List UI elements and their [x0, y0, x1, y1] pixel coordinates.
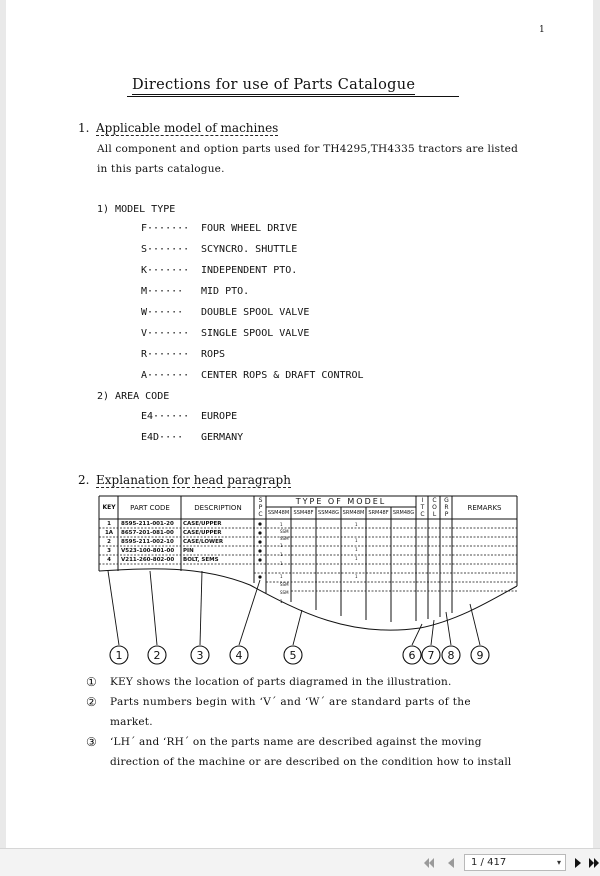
table-break-curve: [99, 569, 517, 630]
svg-text:1: 1: [280, 543, 283, 548]
model-text-k: INDEPENDENT PTO.: [201, 265, 298, 276]
note-2-line2: market.: [110, 716, 153, 728]
callout-label-7: 7: [427, 649, 435, 662]
svg-text:1: 1: [355, 522, 358, 527]
svg-text:1: 1: [355, 538, 358, 543]
section1-intro-line1: All component and option parts used for TH4295,TH4335 tractors are listed: [97, 143, 518, 155]
callout-label-9: 9: [476, 649, 484, 662]
svg-text:1: 1: [355, 556, 358, 561]
area-code-e4: E4······: [141, 411, 190, 422]
header-description: DESCRIPTION: [194, 504, 242, 512]
page-indicator-text: 1 / 417: [471, 857, 507, 868]
callout-label-3: 3: [196, 649, 204, 662]
note-1-line1: KEY shows the location of parts diagramed in the illustration.: [110, 676, 452, 688]
header-model-6: SRM48G: [392, 510, 415, 516]
callout-label-1: 1: [115, 649, 123, 662]
page-number: 1: [539, 25, 545, 35]
header-spc: S P C: [258, 497, 263, 518]
header-model-1: SSM48M: [267, 510, 290, 516]
model-code-f: F·······: [141, 223, 190, 234]
model-text-v: SINGLE SPOOL VALVE: [201, 328, 310, 339]
svg-text:SSM: SSM: [280, 590, 289, 595]
svg-text:1: 1: [355, 574, 358, 579]
header-itc: I T C: [420, 497, 425, 518]
model-code-r: R·······: [141, 349, 190, 360]
callout-label-2: 2: [153, 649, 161, 662]
table-row-code: 8595-211-002-10: [121, 539, 174, 545]
header-model-2: SSM48F: [293, 510, 314, 516]
header-key: KEY: [102, 504, 116, 511]
model-cell-marks: [280, 522, 358, 604]
section1-number: 1.: [78, 121, 90, 135]
model-code-m: M······: [141, 286, 184, 297]
area-text-e4: EUROPE: [201, 411, 238, 422]
note-3-line1: ‘LH´ and ‘RH´ on the parts name are described against the moving: [110, 736, 482, 748]
table-row-key: 1A: [104, 530, 114, 536]
table-row-code: V523-100-801-00: [121, 548, 175, 554]
note-2-line1: Parts numbers begin with ‘V´ and ‘W´ are standard parts of the: [110, 696, 471, 708]
area-code-label: 2) AREA CODE: [97, 391, 170, 402]
model-code-a: A·······: [141, 370, 190, 381]
svg-text:SSM: SSM: [280, 529, 289, 534]
header-model-5: SRM48F: [368, 510, 389, 516]
next-page-icon[interactable]: [570, 855, 586, 871]
table-row-desc: CASE/UPPER: [183, 530, 222, 536]
header-model-4: SRM48M: [342, 510, 365, 516]
note-1-marker: ①: [86, 675, 97, 689]
svg-text:1: 1: [280, 522, 283, 527]
callout-label-5: 5: [289, 649, 297, 662]
model-text-w: DOUBLE SPOOL VALVE: [201, 307, 310, 318]
svg-text:1: 1: [280, 599, 283, 604]
model-text-f: FOUR WHEEL DRIVE: [201, 223, 298, 234]
svg-text:SSM: SSM: [280, 582, 289, 587]
area-code-e4d: E4D····: [141, 432, 184, 443]
area-text-e4d: GERMANY: [201, 432, 244, 443]
note-3-line2: direction of the machine or are described on the condition how to install: [110, 756, 512, 768]
section1-intro-line2: in this parts catalogue.: [97, 163, 225, 175]
model-text-r: ROPS: [201, 349, 226, 360]
svg-text:1: 1: [280, 561, 283, 566]
header-part-code: PART CODE: [130, 504, 170, 512]
dropdown-arrow-icon: ▾: [556, 858, 561, 867]
callout-label-4: 4: [235, 649, 243, 662]
model-text-a: CENTER ROPS & DRAFT CONTROL: [201, 370, 364, 381]
viewer-toolbar: [0, 848, 600, 876]
model-code-s: S·······: [141, 244, 190, 255]
first-page-icon[interactable]: [421, 855, 437, 871]
model-code-w: W······: [141, 307, 184, 318]
model-type-label: 1) MODEL TYPE: [97, 204, 176, 215]
callout-label-6: 6: [408, 649, 416, 662]
spc-bullets: [258, 522, 261, 578]
page-title: Directions for use of Parts Catalogue: [132, 77, 416, 93]
header-model-3: SSM48G: [318, 510, 339, 516]
note-2-marker: ②: [86, 695, 97, 709]
model-code-v: V·······: [141, 328, 190, 339]
model-code-k: K·······: [141, 265, 190, 276]
model-text-m: MID PTO.: [201, 286, 250, 297]
table-row-desc: CASE/LOWER: [183, 539, 224, 545]
section1-heading-text: Applicable model of machines: [96, 121, 279, 135]
svg-text:SSM: SSM: [280, 536, 289, 541]
page-selector[interactable]: [464, 854, 566, 871]
svg-text:1: 1: [280, 574, 283, 579]
last-page-icon[interactable]: [588, 855, 600, 871]
model-text-s: SCYNCRO. SHUTTLE: [201, 244, 298, 255]
header-remarks: REMARKS: [467, 504, 502, 512]
section2-number: 2.: [78, 473, 90, 487]
table-row-desc: CASE/UPPER: [183, 521, 222, 527]
header-type-of-model: TYPE OF MODEL: [295, 497, 387, 506]
header-col: C O L: [432, 497, 437, 518]
table-row-code: V211-260-802-00: [121, 557, 175, 563]
svg-text:1: 1: [280, 552, 283, 557]
table-row-key: 3: [107, 548, 111, 554]
note-3-marker: ③: [86, 735, 97, 749]
table-row-desc: BOLT, SEMS: [183, 557, 219, 563]
callout-label-8: 8: [447, 649, 455, 662]
table-row-key: 4: [107, 557, 111, 563]
section2-heading-text: Explanation for head paragraph: [96, 473, 291, 487]
previous-page-icon[interactable]: [443, 855, 459, 871]
table-row-code: 8657-201-081-00: [121, 530, 174, 536]
table-row-code: 8595-211-001-20: [121, 521, 174, 527]
svg-text:1: 1: [355, 547, 358, 552]
header-grp: G R P: [444, 497, 449, 518]
table-row-key: 2: [107, 539, 111, 545]
table-row-desc: PIN: [183, 548, 194, 554]
table-row-key: 1: [107, 521, 111, 527]
